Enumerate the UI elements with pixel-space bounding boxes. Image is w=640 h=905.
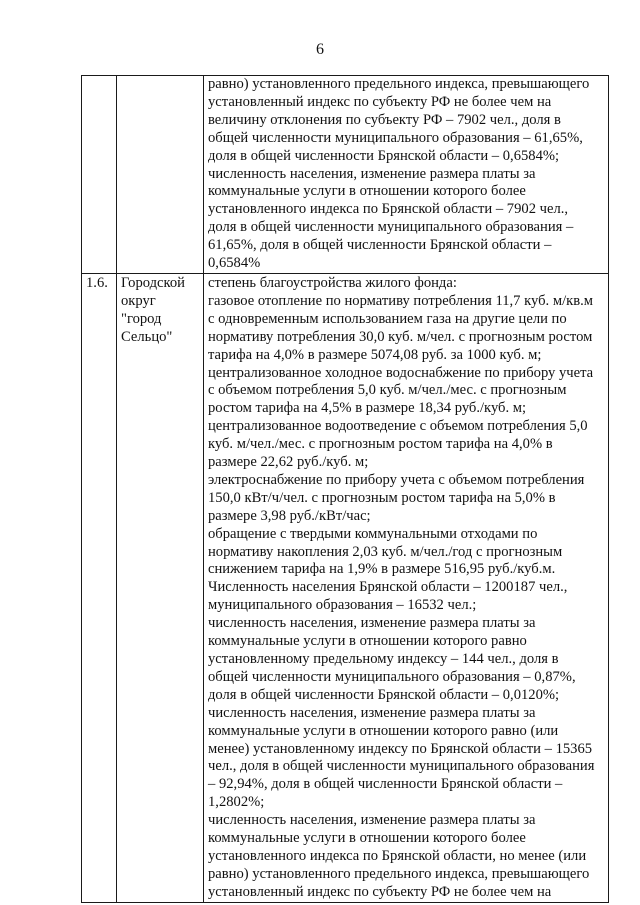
description-line: с объемом потребления 5,0 куб. м/чел./мес. с прогнозным bbox=[208, 382, 567, 399]
description-line: размере 22,62 руб./куб. м; bbox=[208, 454, 369, 471]
description-line: Численность населения Брянской области – 1200187 чел., bbox=[208, 579, 568, 596]
description-cell bbox=[204, 273, 609, 902]
description-line: нормативу накопления 2,03 куб. м/чел./год с прогнозным bbox=[208, 543, 563, 560]
row-number-cell: 1.6. bbox=[82, 273, 117, 902]
description-line: численность населения, изменение размера платы за bbox=[208, 812, 536, 829]
description-line: установленного индекса по Брянской области, но менее (или bbox=[208, 847, 587, 864]
table-row bbox=[82, 273, 609, 902]
description-line: общей численности муниципального образования – 61,65%, bbox=[208, 129, 583, 146]
description-line: численность населения, изменение размера платы за bbox=[208, 165, 536, 182]
description-line: с одновременным использованием газа на другие цели по bbox=[208, 310, 567, 327]
description-line: обращение с твердыми коммунальными отходами по bbox=[208, 525, 538, 542]
description-line: снижением тарифа на 1,9% в размере 516,95 руб./куб.м. bbox=[208, 561, 556, 578]
description-line: централизованное водоотведение с объемом потребления 5,0 bbox=[208, 418, 588, 435]
description-line: 0,6584% bbox=[208, 255, 261, 272]
table-body bbox=[82, 76, 609, 903]
municipality-name-cell bbox=[117, 273, 204, 902]
municipality-name-line: Сельцо" bbox=[121, 328, 173, 345]
municipality-name-line: Городской bbox=[121, 274, 185, 291]
description-line: 61,65%, доля в общей численности Брянской области – bbox=[208, 237, 552, 254]
description-line: коммунальные услуги в отношении которого более bbox=[208, 830, 526, 847]
description-line: доля в общей численности муниципального образования – bbox=[208, 219, 574, 236]
description-line: установленного индекса по Брянской области – 7902 чел., bbox=[208, 201, 569, 218]
description-line: куб. м/чел./мес. с прогнозным ростом тарифа на 4,0% в bbox=[208, 436, 553, 453]
description-line: численность населения, изменение размера платы за bbox=[208, 704, 536, 721]
description-cell bbox=[204, 76, 609, 274]
description-line: тарифа на 4,0% в размере 5074,08 руб. за 1000 куб. м; bbox=[208, 346, 542, 363]
municipality-name-line: "город bbox=[121, 310, 162, 327]
description-line: ростом тарифа на 4,5% в размере 18,34 руб./куб. м; bbox=[208, 400, 527, 417]
description-line: коммунальные услуги в отношении которого более bbox=[208, 183, 526, 200]
page-number: 6 bbox=[316, 41, 324, 58]
data-table bbox=[81, 75, 609, 903]
description-line: централизованное холодное водоснабжение по прибору учета bbox=[208, 364, 594, 381]
description-line: чел., доля в общей численности муниципального образования bbox=[208, 758, 595, 775]
description-line: менее) установленному индексу по Брянской области – 15365 bbox=[208, 740, 593, 757]
municipality-name-line: округ bbox=[121, 292, 156, 309]
description-line: равно) установленного предельного индекса, превышающего bbox=[208, 865, 590, 882]
description-line: величину отклонения по субъекту РФ – 7902 чел., доля в bbox=[208, 111, 561, 128]
municipality-name-cell bbox=[117, 76, 204, 274]
description-line: общей численности муниципального образования – 0,87%, bbox=[208, 668, 576, 685]
row-number-cell bbox=[82, 76, 117, 274]
description-line: 150,0 кВт/ч/чел. с прогнозным ростом тарифа на 5,0% в bbox=[208, 489, 556, 506]
table-row bbox=[82, 76, 609, 274]
description-line: степень благоустройства жилого фонда: bbox=[208, 274, 457, 291]
description-line: муниципального образования – 16532 чел.; bbox=[208, 597, 477, 614]
description-line: доля в общей численности Брянской области – 0,0120%; bbox=[208, 686, 560, 703]
description-line: коммунальные услуги в отношении которого равно (или bbox=[208, 722, 559, 739]
description-line: установленный индекс по субъекту РФ не более чем на bbox=[208, 93, 552, 110]
description-line: доля в общей численности Брянской области – 0,6584%; bbox=[208, 147, 560, 164]
description-line: электроснабжение по прибору учета с объемом потребления bbox=[208, 471, 585, 488]
description-line: установленный индекс по субъекту РФ не более чем на bbox=[208, 883, 552, 900]
description-line: равно) установленного предельного индекса, превышающего bbox=[208, 76, 590, 92]
description-line: газовое отопление по нормативу потребления 11,7 куб. м/кв.м bbox=[208, 292, 593, 309]
description-line: – 92,94%, доля в общей численности Брянской области – bbox=[208, 776, 563, 793]
description-line: численность населения, изменение размера платы за bbox=[208, 615, 536, 632]
description-line: размере 3,98 руб./кВт/час; bbox=[208, 507, 371, 524]
description-line: 1,2802%; bbox=[208, 794, 265, 811]
description-line: установленному предельному индексу – 144 чел., доля в bbox=[208, 651, 559, 667]
description-line: нормативу потребления 30,0 куб. м/чел. с прогнозным ростом bbox=[208, 328, 593, 345]
description-line: коммунальные услуги в отношении которого равно bbox=[208, 633, 527, 650]
